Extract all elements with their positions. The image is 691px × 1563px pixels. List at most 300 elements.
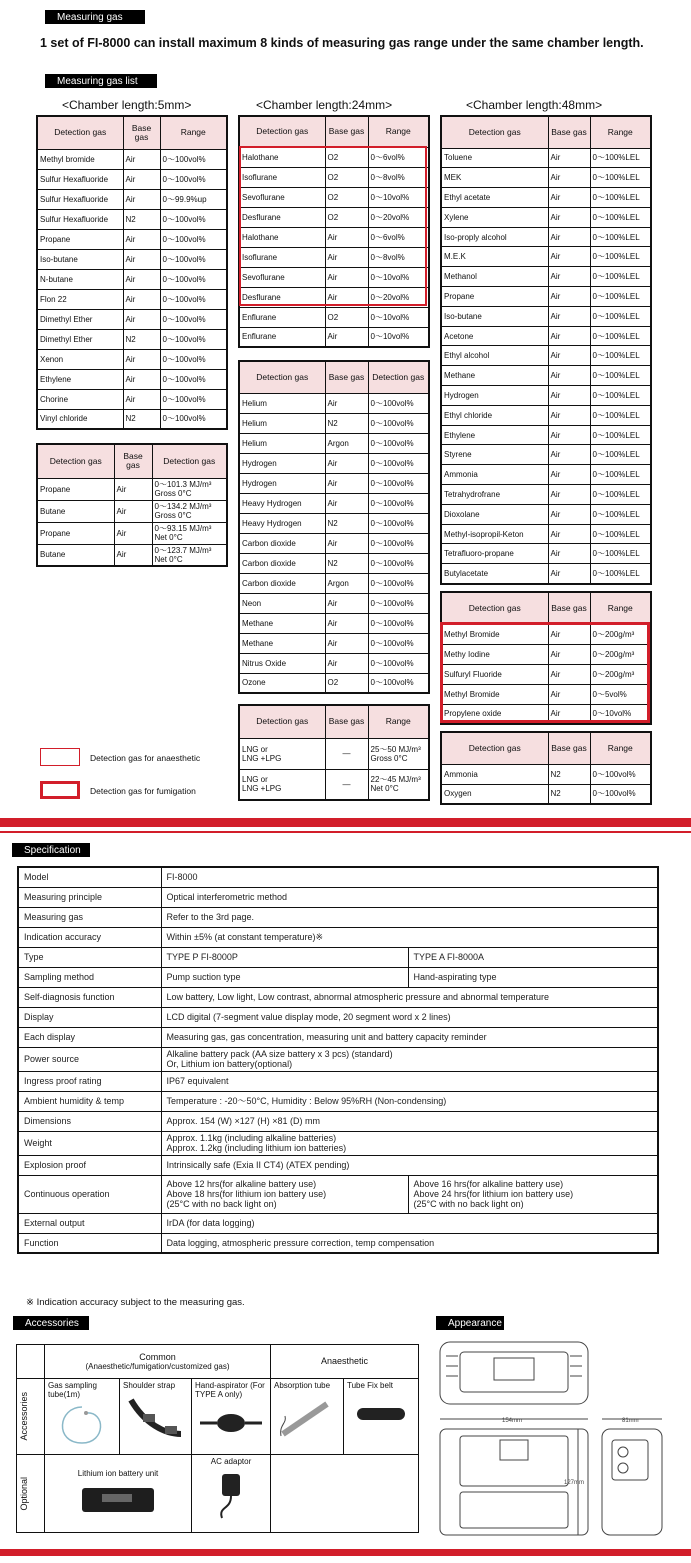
header-detection-gas: Detection gas — [239, 116, 325, 147]
cell-base: Air — [548, 287, 590, 307]
cell-gas: Heavy Hydrogen — [239, 493, 325, 513]
spec-value: Approx. 154 (W) ×127 (H) ×81 (D) mm — [161, 1111, 658, 1131]
cell-base: O2 — [325, 187, 368, 207]
table-row — [37, 169, 227, 189]
legend-fumigation-swatch — [40, 781, 80, 799]
cell-base: Air — [548, 544, 590, 564]
spec-label: Type — [18, 947, 161, 967]
table-row — [441, 465, 651, 485]
cell-gas: Iso-butane — [441, 306, 548, 326]
acc-row-optional-label: Optional — [19, 1476, 29, 1511]
table-row — [37, 349, 227, 369]
cell-gas: Hydrogen — [441, 386, 548, 406]
cell-gas: Butane — [37, 544, 114, 566]
header-base-gas: Base gas — [325, 116, 368, 147]
table-row — [441, 425, 651, 445]
cell-gas: Enflurane — [239, 307, 325, 327]
spec-row — [18, 1213, 658, 1233]
cell-gas: Desflurane — [239, 207, 325, 227]
cell-gas: Methyl bromide — [37, 149, 123, 169]
table-row — [239, 393, 429, 413]
cell-range: 0～10vol% — [368, 307, 429, 327]
cell-base: Air — [548, 366, 590, 386]
spec-line-2: Approx. 1.2kg (including lithium ion batteries) — [166, 1143, 347, 1153]
acc-tube — [45, 1379, 120, 1455]
acc-strap — [120, 1379, 192, 1455]
table-row — [441, 524, 651, 544]
cell-gas: Carbon dioxide — [239, 533, 325, 553]
header-detection-gas-2: Detection gas — [152, 444, 227, 478]
cell-base: N2 — [123, 409, 160, 429]
table-row — [239, 453, 429, 473]
header-base-gas: Base gas — [325, 361, 368, 393]
cell-base: Air — [548, 425, 590, 445]
spec-row — [18, 1131, 658, 1155]
table-row — [239, 738, 429, 769]
table-row — [37, 209, 227, 229]
cell-base: N2 — [123, 329, 160, 349]
table-row — [37, 369, 227, 389]
table-row — [441, 148, 651, 168]
spec-value-type-p — [161, 1175, 408, 1213]
cell-base: Argon — [325, 573, 368, 593]
cell-base: — — [325, 769, 368, 800]
table-row — [239, 769, 429, 800]
table-row — [239, 413, 429, 433]
spec-value-type-a: Hand-aspirating type — [408, 967, 658, 987]
cell-range: 0～10vol% — [368, 187, 429, 207]
spec-value: Refer to the 3rd page. — [161, 907, 658, 927]
cell-base: Air — [114, 500, 152, 522]
table-row — [441, 504, 651, 524]
cell-gas: M.E.K — [441, 247, 548, 267]
acc-absorption — [271, 1379, 344, 1455]
legend-fumigation-label: Detection gas for fumigation — [90, 786, 196, 796]
cell-gas: Heavy Hydrogen — [239, 513, 325, 533]
cell-gas: Styrene — [441, 445, 548, 465]
cell-range: 0～20vol% — [368, 287, 429, 307]
table-row — [441, 247, 651, 267]
cell-base: Air — [548, 504, 590, 524]
table-48mm-solvents — [440, 115, 652, 585]
spec-label: Power source — [18, 1047, 161, 1071]
table-row — [441, 267, 651, 287]
cell-base: Air — [548, 168, 590, 188]
table-row — [37, 478, 227, 500]
table-row — [239, 493, 429, 513]
cell-range: 0～100vol% — [160, 369, 227, 389]
spec-label: Model — [18, 867, 161, 887]
spec-row — [18, 927, 658, 947]
cell-range: 0～100vol% — [368, 513, 429, 533]
spec-row — [18, 967, 658, 987]
cell-base: Air — [548, 465, 590, 485]
cell-base: Air — [325, 653, 368, 673]
spec-row — [18, 1027, 658, 1047]
cell-range: 0～100%LEL — [590, 405, 651, 425]
cell-gas: Helium — [239, 393, 325, 413]
cell-range: 0～5vol% — [590, 684, 651, 704]
cell-gas — [239, 738, 325, 769]
cell-range: 0～100vol% — [368, 573, 429, 593]
section-label-accessories: Accessories — [13, 1316, 89, 1330]
cell-range: 0～100vol% — [160, 309, 227, 329]
top-view-shape — [440, 1342, 588, 1404]
cell-base: N2 — [123, 209, 160, 229]
acc-ac-adaptor — [192, 1455, 271, 1533]
cell-base: N2 — [548, 764, 590, 784]
header-detection-gas: Detection gas — [441, 116, 548, 148]
spec-value: Temperature : -20～50°C, Humidity : Below 95%RH (Non-condensing) — [161, 1091, 658, 1111]
belt-icon — [351, 1394, 411, 1434]
section-label-specification: Specification — [12, 843, 90, 857]
cell-range: 0～6vol% — [368, 147, 429, 167]
section-label-measuring-gas: Measuring gas — [45, 10, 145, 24]
spec-line-1: Alkaline battery pack (AA size battery x 3 pcs) (standard) — [166, 1049, 393, 1059]
cell-base: Air — [548, 445, 590, 465]
cell-range: 0～100vol% — [368, 633, 429, 653]
cell-range: 0～100vol% — [160, 349, 227, 369]
spec-label: Measuring principle — [18, 887, 161, 907]
cell-gas: Helium — [239, 433, 325, 453]
spec-label: Ambient humidity & temp — [18, 1091, 161, 1111]
header-range: Range — [590, 732, 651, 764]
cell-range: 0～100vol% — [160, 229, 227, 249]
cell-range: 0～100%LEL — [590, 346, 651, 366]
section-label-gas-list: Measuring gas list — [45, 74, 157, 88]
cell-base: O2 — [325, 207, 368, 227]
cell-base: Air — [123, 169, 160, 189]
strap-icon — [125, 1394, 187, 1442]
header-range: Range — [160, 116, 227, 149]
cell-gas: Neon — [239, 593, 325, 613]
cell-base: Air — [325, 613, 368, 633]
table-row — [441, 445, 651, 465]
cell-gas: MEK — [441, 168, 548, 188]
cell-base: O2 — [325, 673, 368, 693]
aspirator-icon — [198, 1403, 264, 1439]
table-row — [441, 564, 651, 584]
divider-bar-bottom — [0, 1549, 691, 1556]
acc-row-accessories-label: Accessories — [19, 1392, 29, 1441]
cell-base: Air — [548, 524, 590, 544]
cell-base: Air — [548, 188, 590, 208]
cell-base: Air — [548, 564, 590, 584]
cell-gas: Enflurane — [239, 327, 325, 347]
cell-range: 0～100%LEL — [590, 267, 651, 287]
spec-value: Optical interferometric method — [161, 887, 658, 907]
spec-value: Within ±5% (at constant temperature)※ — [161, 927, 658, 947]
spec-label: Function — [18, 1233, 161, 1253]
table-row — [37, 409, 227, 429]
cell-range: 0～100%LEL — [590, 485, 651, 505]
table-24mm-gases — [238, 360, 430, 694]
cell-gas: Flon 22 — [37, 289, 123, 309]
cell-gas: Methanol — [441, 267, 548, 287]
cell-gas: Xenon — [37, 349, 123, 369]
divider-bar-top-thin — [0, 831, 691, 833]
table-row — [37, 249, 227, 269]
cell-gas: Sulfur Hexafluoride — [37, 169, 123, 189]
cell-range: 0～100vol% — [368, 413, 429, 433]
table-row — [441, 287, 651, 307]
cell-gas: Halothane — [239, 227, 325, 247]
cell-gas: Oxygen — [441, 784, 548, 804]
acc-anaesthetic-header: Anaesthetic — [271, 1345, 419, 1379]
section-label-appearance: Appearance — [436, 1316, 504, 1330]
tube-icon — [52, 1403, 112, 1447]
cell-base: Air — [114, 522, 152, 544]
spec-line: Above 24 hrs(for lithium ion battery use) — [413, 1189, 574, 1199]
accessories-table — [16, 1344, 419, 1533]
cell-base: Air — [548, 207, 590, 227]
spec-value-type-p: TYPE P FI-8000P — [161, 947, 408, 967]
header-detection-gas: Detection gas — [37, 444, 114, 478]
cell-base: Air — [123, 229, 160, 249]
acc-li-battery-label: Lithium ion battery unit — [77, 1469, 159, 1478]
cell-gas: Propane — [441, 287, 548, 307]
acc-common-label: Common — [139, 1351, 176, 1362]
cell-base: Air — [123, 189, 160, 209]
cell-gas: Methane — [239, 633, 325, 653]
cell-gas: Dimethyl Ether — [37, 329, 123, 349]
cell-range: 0～100%LEL — [590, 247, 651, 267]
cell-base: Air — [548, 624, 590, 644]
spec-row — [18, 1007, 658, 1027]
cell-range: 0～100vol% — [160, 149, 227, 169]
acc-aspirator-label: Hand-aspirator (For TYPE A only) — [195, 1381, 265, 1399]
dim-depth: 81mm — [622, 1418, 639, 1424]
header-detection-gas-2: Detection gas — [368, 361, 429, 393]
acc-row-optional — [17, 1455, 45, 1533]
spec-value-type-p: Pump suction type — [161, 967, 408, 987]
table-row — [239, 513, 429, 533]
cell-base: Air — [548, 306, 590, 326]
cell-gas: Propane — [37, 229, 123, 249]
cell-base: Air — [325, 287, 368, 307]
spec-row — [18, 1175, 658, 1213]
spec-value: LCD digital (7-segment value display mode, 20 segment word x 2 lines) — [161, 1007, 658, 1027]
spec-row — [18, 1155, 658, 1175]
cell-gas: Propylene oxide — [441, 704, 548, 724]
chamber-24mm-heading: <Chamber length:24mm> — [256, 98, 393, 112]
table-5mm-calorific — [36, 443, 228, 567]
table-row — [37, 309, 227, 329]
battery-icon — [78, 1482, 158, 1516]
cell-base: Air — [548, 346, 590, 366]
spec-row — [18, 947, 658, 967]
cell-range: 0～99.9%up — [160, 189, 227, 209]
table-row — [441, 188, 651, 208]
cell-range: 0～100vol% — [160, 389, 227, 409]
header-detection-gas: Detection gas — [239, 361, 325, 393]
cell-range: 0～100vol% — [368, 653, 429, 673]
table-row — [441, 326, 651, 346]
acc-tube-label: Gas sampling tube(1m) — [48, 1381, 97, 1399]
spec-label: Dimensions — [18, 1111, 161, 1131]
cell-base: Air — [123, 369, 160, 389]
table-row — [37, 544, 227, 566]
table-24mm-lng — [238, 704, 430, 801]
spec-label: Display — [18, 1007, 161, 1027]
cell-base: Air — [114, 544, 152, 566]
table-row — [441, 764, 651, 784]
spec-value-type-a: TYPE A FI-8000A — [408, 947, 658, 967]
cell-gas: Isoflurane — [239, 247, 325, 267]
cell-range: 0～8vol% — [368, 247, 429, 267]
cell-base: Air — [325, 393, 368, 413]
dim-width: 154mm — [502, 1418, 523, 1424]
cell-base: Air — [548, 405, 590, 425]
table-row — [441, 386, 651, 406]
header-range: Range — [590, 116, 651, 148]
cell-gas: Ethyl alcohol — [441, 346, 548, 366]
range-condition: Gross 0°C — [154, 489, 192, 498]
cell-range: 0～100%LEL — [590, 465, 651, 485]
cell-base: Air — [325, 247, 368, 267]
cell-base: N2 — [325, 513, 368, 533]
range-condition: Net 0°C — [154, 533, 183, 542]
cell-gas: Tetrahydrofrane — [441, 485, 548, 505]
header-detection-gas: Detection gas — [37, 116, 123, 149]
range-value: 0～123.7 MJ/m³ — [154, 545, 212, 555]
header-range: Range — [368, 705, 429, 738]
cell-gas: Sulfuryl Fluoride — [441, 664, 548, 684]
cell-range: 0～100vol% — [160, 289, 227, 309]
table-row — [441, 227, 651, 247]
table-row — [239, 327, 429, 347]
cell-gas: Methyl Bromide — [441, 624, 548, 644]
cell-gas: Butylacetate — [441, 564, 548, 584]
cell-base: Air — [548, 267, 590, 287]
table-row — [239, 533, 429, 553]
table-5mm-gases — [36, 115, 228, 430]
table-row — [441, 346, 651, 366]
legend-anaesthetic-label: Detection gas for anaesthetic — [90, 753, 201, 763]
range-condition: Net 0°C — [154, 554, 183, 564]
cell-gas: Helium — [239, 413, 325, 433]
cell-gas: Sulfur Hexafluoride — [37, 209, 123, 229]
acc-corner — [17, 1345, 45, 1379]
cell-range: 0～100vol% — [368, 553, 429, 573]
spec-row — [18, 1111, 658, 1131]
cell-gas: Halothane — [239, 147, 325, 167]
cell-range: 0～100vol% — [590, 764, 651, 784]
acc-tube-belt-label: Tube Fix belt — [347, 1381, 393, 1390]
spec-value — [161, 1131, 658, 1155]
cell-gas: Carbon dioxide — [239, 553, 325, 573]
cell-range — [152, 544, 227, 566]
spec-row — [18, 1091, 658, 1111]
cell-range — [152, 500, 227, 522]
spec-value: IP67 equivalent — [161, 1071, 658, 1091]
cell-base: Air — [123, 249, 160, 269]
cell-base: O2 — [325, 147, 368, 167]
spec-label: Explosion proof — [18, 1155, 161, 1175]
anaesthetic-highlight-box — [239, 146, 427, 306]
cell-range: 0～100vol% — [368, 393, 429, 413]
accuracy-note: ※ Indication accuracy subject to the measuring gas. — [26, 1297, 245, 1308]
gas-line-1: LNG or — [242, 775, 268, 785]
spec-value-type-a — [408, 1175, 658, 1213]
cell-base: Air — [548, 644, 590, 664]
cell-gas: Methane — [441, 366, 548, 386]
cell-base: Air — [548, 148, 590, 168]
cell-gas: Methane — [239, 613, 325, 633]
table-row — [37, 229, 227, 249]
spec-line: Above 16 hrs(for alkaline battery use) — [413, 1179, 564, 1189]
fumigation-highlight-box — [440, 622, 650, 723]
cell-base: Air — [325, 493, 368, 513]
cell-range: 0～100vol% — [160, 269, 227, 289]
spec-line-2: Or, Lithium ion battery(optional) — [166, 1059, 293, 1069]
spec-value: Low battery, Low light, Low contrast, abnormal atmospheric pressure and abnormal temperature — [161, 987, 658, 1007]
cell-base: N2 — [548, 784, 590, 804]
cell-range — [152, 478, 227, 500]
cell-base: Air — [325, 593, 368, 613]
spec-value: Measuring gas, gas concentration, measuring unit and battery capacity reminder — [161, 1027, 658, 1047]
cell-gas — [239, 769, 325, 800]
cell-range: 0～20vol% — [368, 207, 429, 227]
table-row — [441, 485, 651, 505]
chamber-5mm-heading: <Chamber length:5mm> — [62, 98, 192, 112]
table-row — [441, 544, 651, 564]
cell-range: 0～10vol% — [590, 704, 651, 724]
cell-gas: Tetrafluoro-propane — [441, 544, 548, 564]
table-row — [37, 500, 227, 522]
chamber-48mm-heading: <Chamber length:48mm> — [466, 98, 603, 112]
cell-range: 0～100vol% — [590, 784, 651, 804]
table-row — [441, 366, 651, 386]
header-base-gas: Base gas — [114, 444, 152, 478]
cell-gas: Ozone — [239, 673, 325, 693]
gas-line-2: LNG +LPG — [242, 753, 282, 763]
header-range: Range — [368, 116, 429, 147]
table-row — [441, 405, 651, 425]
spec-value: Intrinsically safe (Exia II CT4) (ATEX pending) — [161, 1155, 658, 1175]
header-base-gas: Base gas — [548, 592, 590, 624]
cell-base: Air — [548, 664, 590, 684]
cell-range: 0～100vol% — [368, 673, 429, 693]
acc-strap-label: Shoulder strap — [123, 1381, 176, 1390]
cell-base: Argon — [325, 433, 368, 453]
cell-gas: Sulfur Hexafluoride — [37, 189, 123, 209]
spec-row — [18, 1233, 658, 1253]
cell-gas: Hydrogen — [239, 453, 325, 473]
table-row — [239, 433, 429, 453]
cell-base: Air — [325, 633, 368, 653]
cell-range: 0～100%LEL — [590, 504, 651, 524]
cell-range: 0～100vol% — [368, 493, 429, 513]
table-row — [441, 784, 651, 804]
table-48mm-inert — [440, 731, 652, 805]
intro-text: 1 set of FI-8000 can install maximum 8 kinds of measuring gas range under the same chamber length. — [40, 36, 644, 50]
table-row — [37, 149, 227, 169]
cell-range: 0～100vol% — [368, 473, 429, 493]
cell-gas: Toluene — [441, 148, 548, 168]
cell-base: N2 — [325, 413, 368, 433]
acc-row-accessories — [17, 1379, 45, 1455]
cell-range: 0～100vol% — [368, 433, 429, 453]
cell-range: 0～10vol% — [368, 267, 429, 287]
spec-line: Above 18 hrs(for lithium ion battery use) — [166, 1189, 327, 1199]
cell-base: Air — [325, 227, 368, 247]
specification-table — [17, 866, 659, 1254]
cell-range: 0～6vol% — [368, 227, 429, 247]
appearance-drawing — [432, 1336, 682, 1546]
cell-range: 0～100%LEL — [590, 207, 651, 227]
table-row — [239, 573, 429, 593]
